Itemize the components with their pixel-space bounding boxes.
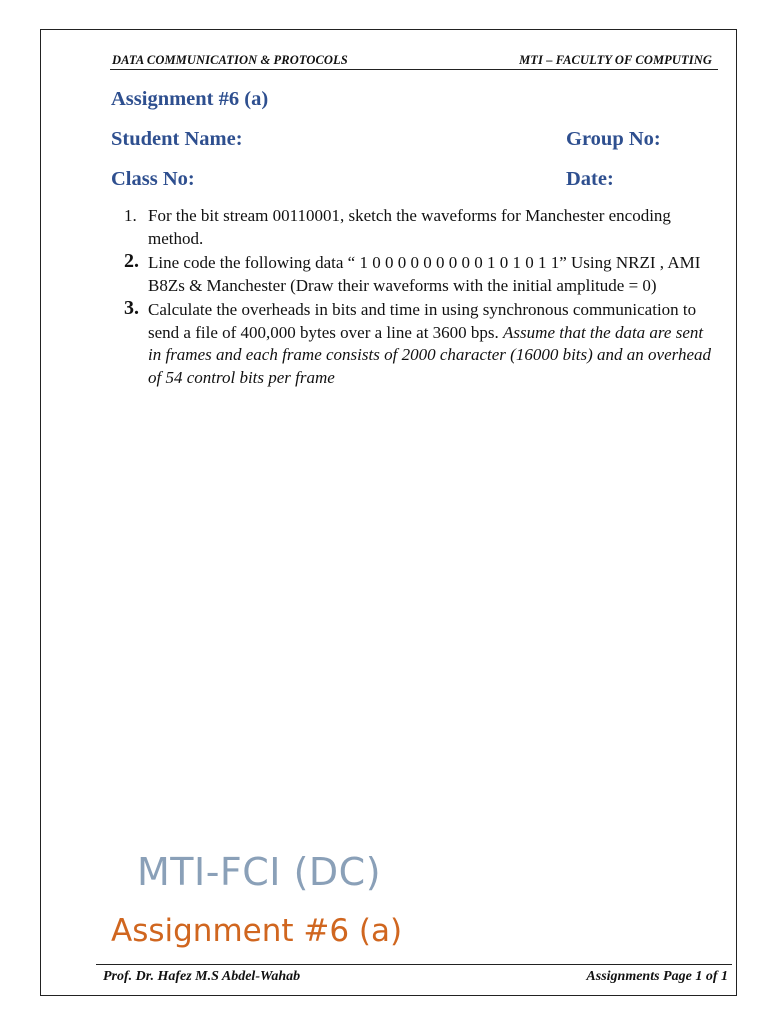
question-text: Line code the following data “ 1 0 0 0 0 0 0 0 0 0 1 0 1 0 1 1” Using NRZI , AMI B8Zs & Manchester (Draw their waveforms with the initial amplitude = 0) [148, 253, 701, 295]
assignment-title: Assignment #6 (a) [111, 88, 269, 110]
question-item [118, 205, 718, 250]
page-header [110, 52, 718, 70]
student-name-label: Student Name: [111, 128, 243, 150]
question-text: For the bit stream 00110001, sketch the waveforms for Manchester encoding method. [148, 206, 671, 248]
footer-author: Prof. Dr. Hafez M.S Abdel-Wahab [103, 969, 301, 984]
question-text: Calculate the overheads in bits and time in using synchronous communication to send a file of 400,000 bytes over a line at 3600 bps. [148, 300, 697, 342]
header-faculty: MTI – FACULTY OF COMPUTING [519, 53, 712, 67]
footer-page-number: Assignments Page 1 of 1 [586, 969, 728, 984]
question-item [118, 299, 718, 389]
class-no-label: Class No: [111, 168, 195, 190]
question-assumption: Assume that the data are sent in frames and each frame consists of 2000 character (16000 bits) and an overhead of 54 control bits per frame [148, 322, 711, 387]
date-label: Date: [566, 168, 614, 190]
page-footer [96, 964, 732, 989]
question-number: 1. [124, 206, 137, 225]
question-list [118, 205, 718, 391]
question-item [118, 252, 718, 297]
question-number: 2. [124, 250, 139, 272]
watermark-course: MTI-FCI (DC) [137, 850, 382, 894]
group-no-label: Group No: [566, 128, 661, 150]
question-number: 3. [124, 297, 139, 319]
watermark-assignment: Assignment #6 (a) [111, 913, 403, 949]
header-course-title: DATA COMMUNICATION & PROTOCOLS [112, 53, 348, 67]
